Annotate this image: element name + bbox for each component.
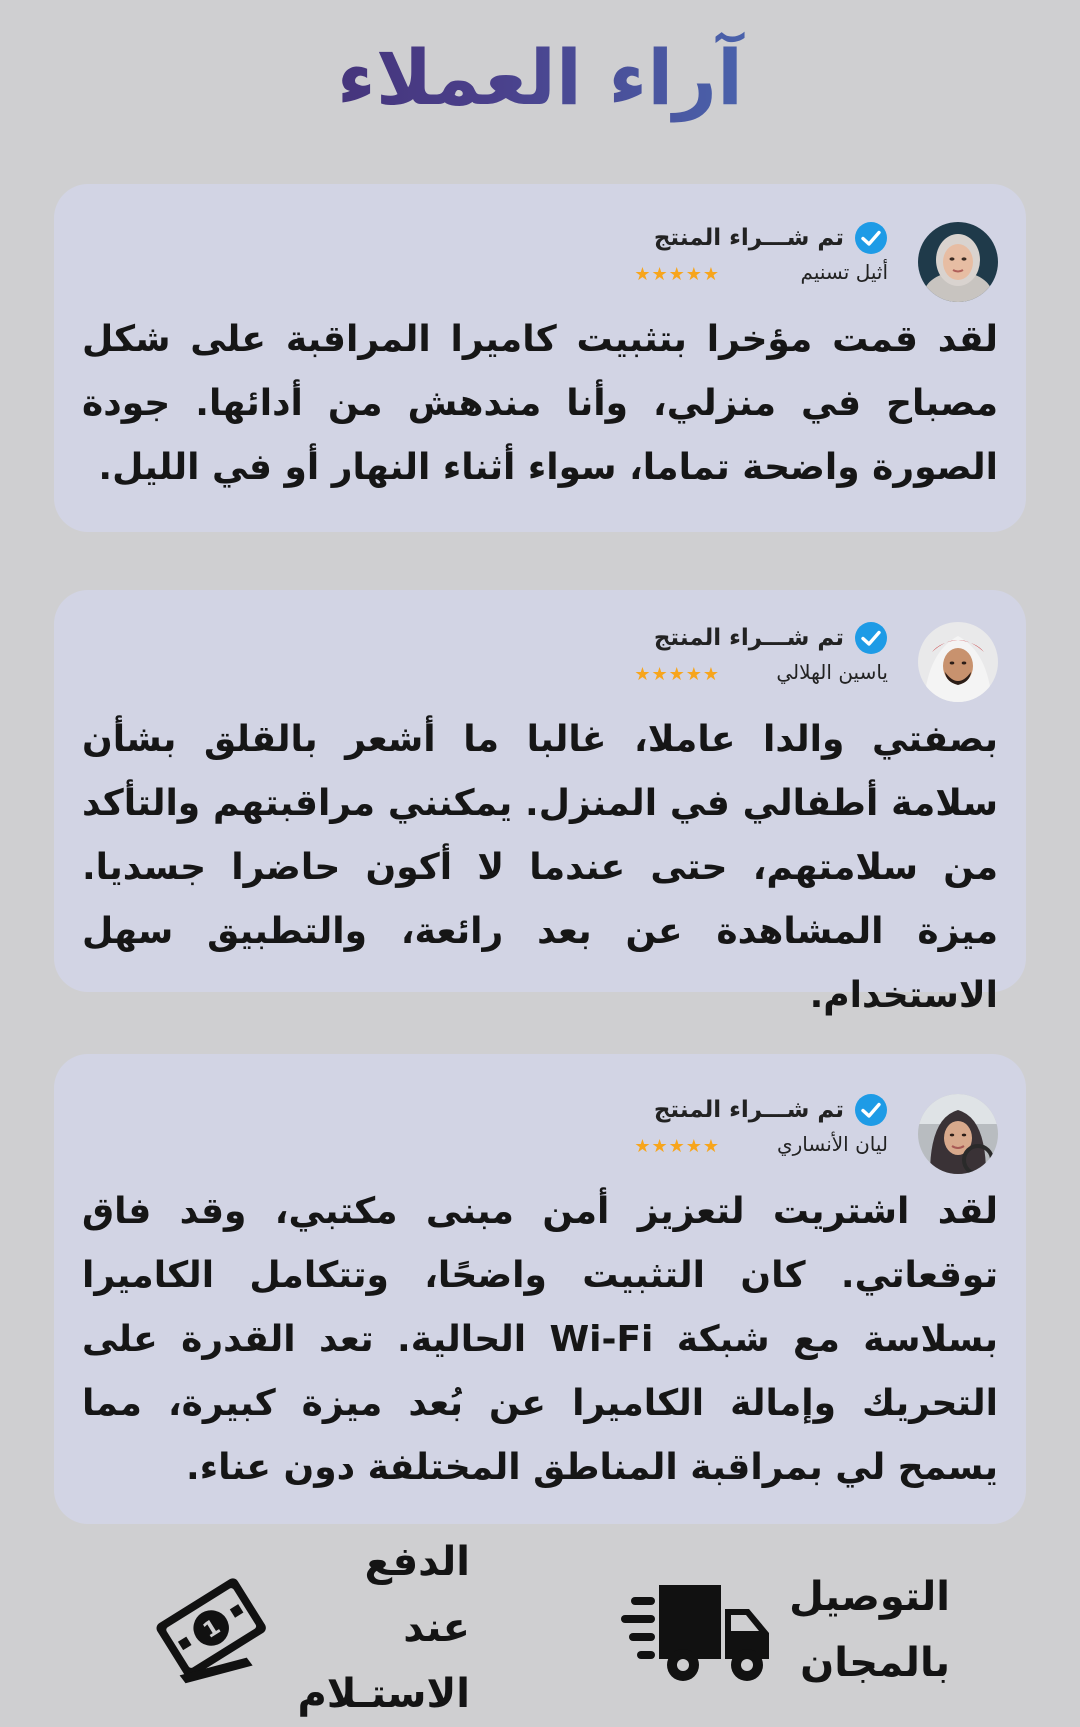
page-title: آراء العملاء <box>0 28 1080 128</box>
delivery-truck-icon <box>621 1575 771 1685</box>
purchased-label: تم شـــراء المنتج <box>653 1097 844 1123</box>
verified-check-icon <box>854 221 888 255</box>
free-delivery-line1: التوصيل <box>789 1574 950 1620</box>
rating-stars: ★★★★★ <box>634 264 720 285</box>
cash-money-icon <box>150 1566 272 1690</box>
cash-on-delivery-line2: الاستـلام <box>297 1671 470 1717</box>
reviewer-name: أثيل تسنيم <box>800 260 888 284</box>
cash-on-delivery-text <box>286 1529 470 1727</box>
reviewer-meta <box>488 1090 888 1164</box>
verified-check-icon <box>854 621 888 655</box>
free-delivery-feature <box>620 1560 950 1700</box>
avatar <box>918 1094 998 1174</box>
free-delivery-line2: بالمجان <box>800 1640 950 1686</box>
verified-check-icon <box>854 1093 888 1127</box>
name-row <box>488 658 888 692</box>
reviewer-name: ياسين الهلالي <box>776 660 888 684</box>
purchased-row <box>488 1090 888 1130</box>
avatar <box>918 222 998 302</box>
avatar <box>918 622 998 702</box>
review-card <box>54 590 1026 1016</box>
free-delivery-text <box>789 1564 950 1696</box>
rating-stars: ★★★★★ <box>634 1136 720 1157</box>
purchased-label: تم شـــراء المنتج <box>653 625 844 651</box>
review-card <box>54 1054 1026 1524</box>
review-text: لقد قمت مؤخرا بتثبيت كاميرا المراقبة على شكل مصباح في منزلي، وأنا مندهش من أدائها. جودة الصورة واضحة تماما، سواء أثناء النهار أو في الليل. <box>82 319 998 488</box>
name-row <box>488 258 888 292</box>
reviewer-meta <box>488 618 888 692</box>
reviewer-name: ليان الأنساري <box>776 1132 888 1156</box>
cash-on-delivery-feature <box>150 1539 470 1717</box>
purchased-row <box>488 618 888 658</box>
svg-text:1: 1 <box>198 1614 225 1644</box>
review-text: لقد اشتريت لتعزيز أمن مبنى مكتبي، وقد فاق توقعاتي. كان التثبيت واضحًا، وتتكامل الكاميرا بسلاسة مع شبكة Wi-Fi الحالية. تعد القدرة على التحريك وإمالة الكاميرا عن بُعد ميزة كبيرة، مما يسمح لي بمراقبة المناطق المختلفة دون عناء. <box>82 1191 998 1488</box>
purchased-label: تم شـــراء المنتج <box>653 225 844 251</box>
reviewer-meta <box>488 218 888 292</box>
purchased-row <box>488 218 888 258</box>
review-card <box>54 184 1026 532</box>
review-text: بصفتي والدا عاملا، غالبا ما أشعر بالقلق بشأن سلامة أطفالي في المنزل. يمكنني مراقبتهم والتأكد من سلامتهم، حتى عندما لا أكون حاضرا جسديا. ميزة المشاهدة عن بعد رائعة، والتطبيق سهل الاستخدام. <box>82 719 998 1016</box>
rating-stars: ★★★★★ <box>634 664 720 685</box>
name-row <box>488 1130 888 1164</box>
cash-on-delivery-line1: الدفع عند <box>364 1539 470 1651</box>
